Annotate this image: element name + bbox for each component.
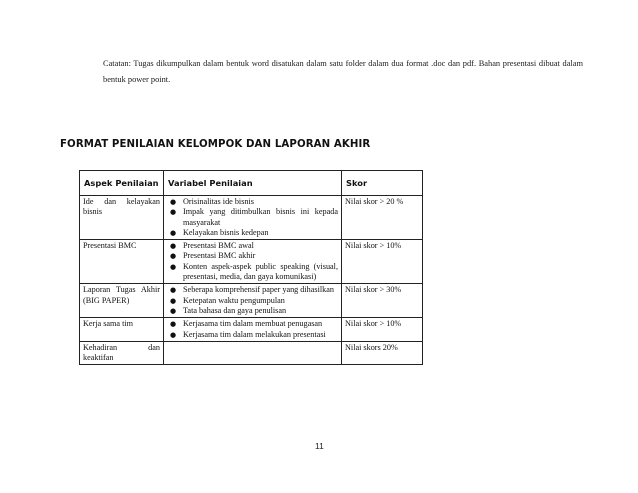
bullet-icon: ● — [170, 296, 177, 305]
list-item: ● Konten aspek-aspek public speaking (visual, presentasi, media, dan gaya komunikasi) — [170, 261, 338, 282]
bullet-icon: ● — [170, 252, 177, 261]
bullet-icon: ● — [170, 242, 177, 251]
criteria-cell — [164, 341, 342, 365]
table-header-row — [80, 171, 423, 196]
page-number: 11 — [315, 441, 324, 451]
bullet-icon: ● — [170, 320, 177, 329]
list-item: ● Impak yang ditimbulkan bisnis ini kepada masyarakat — [170, 207, 338, 227]
criteria-list — [167, 197, 338, 238]
criteria-cell — [164, 196, 342, 240]
aspect-cell: Ide dan kelayakan bisnis — [80, 196, 164, 240]
list-item: ● Tata bahasa dan gaya penulisan — [170, 305, 287, 315]
bullet-icon: ● — [170, 228, 177, 237]
list-item: ● Presentasi BMC awal — [170, 241, 254, 251]
table-row — [80, 341, 423, 365]
table-row — [80, 284, 423, 318]
aspect-cell: Kerja sama tim — [80, 318, 164, 342]
score-cell: Nilai skor > 10% — [342, 240, 423, 284]
table-row — [80, 318, 423, 342]
header-score: Skor — [342, 171, 423, 196]
score-cell: Nilai skor > 20 % — [342, 196, 423, 240]
list-item: ● Orisinalitas ide bisnis — [170, 197, 254, 206]
submission-note: Catatan: Tugas dikumpulkan dalam bentuk word disatukan dalam satu folder dalam dua format .doc dan pdf. Bahan presentasi dibuat dalam bentuk power point. — [103, 59, 583, 84]
aspect-cell: Laporan Tugas Akhir (BIG PAPER) — [80, 284, 164, 318]
bullet-icon: ● — [170, 198, 177, 206]
header-aspect: Aspek Penilaian — [80, 171, 164, 196]
list-item: ● Ketepatan waktu pengumpulan — [170, 295, 285, 305]
criteria-cell — [164, 240, 342, 284]
section-heading: FORMAT PENILAIAN KELOMPOK DAN LAPORAN AKHIR — [60, 139, 371, 150]
score-cell: Nilai skor > 10% — [342, 318, 423, 342]
bullet-icon: ● — [170, 306, 177, 315]
bullet-icon: ● — [170, 262, 177, 271]
criteria-cell — [164, 318, 342, 342]
criteria-cell — [164, 284, 342, 318]
score-cell: Nilai skors 20% — [342, 341, 423, 365]
criteria-list — [167, 241, 338, 282]
bullet-icon: ● — [170, 330, 177, 339]
list-item: ● Kerjasama tim dalam membuat penugasan — [170, 319, 323, 329]
list-item: ● Kerjasama tim dalam melakukan presentasi — [170, 329, 326, 339]
list-item: ● Kelayakan bisnis kedepan — [170, 227, 269, 237]
score-cell: Nilai skor > 30% — [342, 284, 423, 318]
aspect-cell: Kehadiran dan keaktifan — [80, 341, 164, 365]
criteria-list — [167, 285, 338, 316]
header-variable: Variabel Penilaian — [164, 171, 342, 196]
criteria-list — [167, 319, 338, 340]
table-row — [80, 240, 423, 284]
bullet-icon: ● — [170, 286, 177, 295]
aspect-cell: Presentasi BMC — [80, 240, 164, 284]
list-item: ● Presentasi BMC akhir — [170, 251, 256, 261]
bullet-icon: ● — [170, 208, 177, 217]
assessment-table — [79, 170, 423, 365]
table-row — [80, 196, 423, 240]
list-item: ● Seberapa komprehensif paper yang dihasilkan — [170, 285, 334, 295]
